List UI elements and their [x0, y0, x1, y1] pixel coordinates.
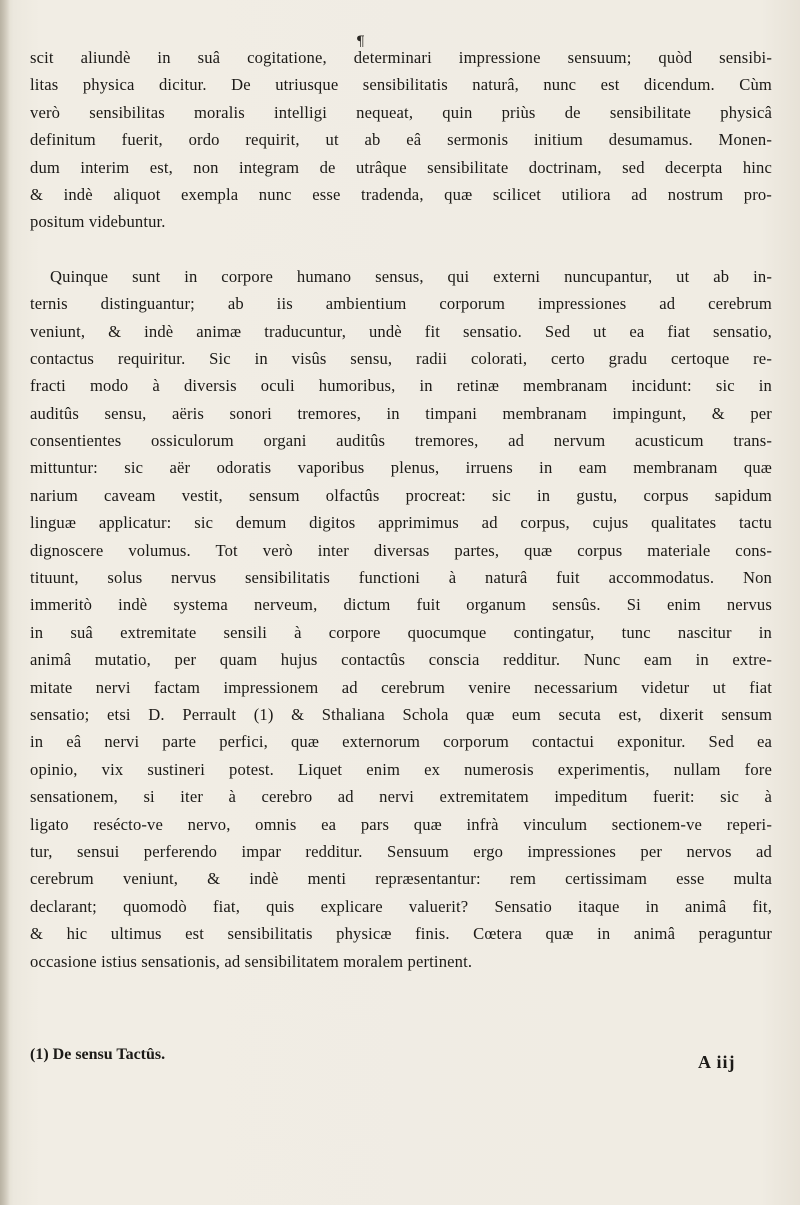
printer-signature-mark: A iij — [698, 1052, 736, 1072]
text-line: immeritò indè systema nerveum, dictum fuit organum sensûs. Si enim nervus — [30, 595, 772, 615]
text-line: sensationem, si iter à cerebro ad nervi extremitatem impeditum fuerit: sic à — [30, 787, 772, 807]
text-line: tituunt, solus nervus sensibilitatis functioni à naturâ fuit accommodatus. Non — [30, 568, 772, 588]
text-line: scit aliundè in suâ cogitatione, determinari impressione sensuum; quòd sensibi- — [30, 48, 772, 67]
text-line: & hic ultimus est sensibilitatis physicæ finis. Cœtera quæ in animâ peraguntur — [30, 924, 772, 944]
body-text — [30, 44, 772, 975]
paragraph-1 — [30, 44, 772, 236]
text-line: in suâ extremitate sensili à corpore quocumque contingatur, tunc nascitur in — [30, 622, 772, 642]
text-line: positum videbuntur. — [30, 212, 166, 232]
text-line: sensatio; etsi D. Perrault (1) & Sthaliana Schola quæ eum secuta est, dixerit sensum — [30, 704, 772, 724]
text-line: & indè aliquot exempla nunc esse tradenda, quæ scilicet utiliora ad nostrum pro- — [30, 184, 772, 204]
text-line: fracti modo à diversis oculi humoribus, in retinæ membranam incidunt: sic in — [30, 376, 772, 396]
text-line: veniunt, & indè animæ traducuntur, undè fit sensatio. Sed ut ea fiat sensatio, — [30, 321, 772, 341]
text-line: cerebrum veniunt, & indè menti repræsentantur: rem certissimam esse multa — [30, 869, 772, 889]
text-line: auditûs sensu, aëris sonori tremores, in timpani membranam impingunt, & per — [30, 403, 772, 423]
text-line: dum interim est, non integram de utrâque sensibilitate doctrinam, sed decerpta hinc — [30, 157, 772, 177]
paragraph-gap — [30, 236, 772, 263]
text-line: ternis distinguantur; ab iis ambientium corporum impressiones ad cerebrum — [30, 294, 772, 314]
text-line: animâ mutatio, per quam hujus contactûs conscia redditur. Nunc eam in extre- — [30, 650, 772, 670]
text-line: tur, sensui perferendo impar redditur. Sensuum ergo impressiones per nervos ad — [30, 841, 772, 861]
text-line: mitate nervi factam impressionem ad cerebrum venire necessarium videtur ut fiat — [30, 677, 772, 697]
text-line: linguæ applicatur: sic demum digitos apprimimus ad corpus, cujus qualitates tactu — [30, 513, 772, 533]
text-line: opinio, vix sustineri potest. Liquet enim ex numerosis experimentis, nullam fore — [30, 759, 772, 779]
text-line: Quinque sunt in corpore humano sensus, qui externi nuncupantur, ut ab in- — [50, 266, 772, 286]
text-line: narium caveam vestit, sensum olfactûs procreat: sic in gustu, corpus sapidum — [30, 485, 772, 505]
text-line: definitum fuerit, ordo requirit, ut ab eâ sermonis initium desumamus. Monen- — [30, 130, 772, 150]
paragraph-2 — [30, 263, 772, 975]
text-line: consentientes ossiculorum organi auditûs tremores, ad nervum acusticum trans- — [30, 431, 772, 451]
text-line: contactus requiritur. Sic in visûs sensu, radii colorati, certo gradu certoque re- — [30, 348, 772, 368]
binding-gutter-shadow — [0, 0, 10, 1205]
text-line: ligato resécto-ve nervo, omnis ea pars quæ infrà vinculum sectionem-ve reperi- — [30, 814, 772, 834]
text-line: litas physica dicitur. De utriusque sensibilitatis naturâ, nunc est dicendum. Cùm — [30, 75, 772, 95]
text-line: in eâ nervi parte perfici, quæ externorum corporum contactui exponitur. Sed ea — [30, 732, 772, 752]
footnote: (1) De sensu Tactûs. — [30, 1046, 166, 1063]
text-line: verò sensibilitas moralis intelligi nequeat, quin priùs de sensibilitate physicâ — [30, 102, 772, 122]
text-line: mittuntur: sic aër odoratis vaporibus plenus, irruens in eam membranam quæ — [30, 458, 772, 478]
text-line: declarant; quomodò fiat, quis explicare valuerit? Sensatio itaque in animâ fit, — [30, 896, 772, 916]
text-line: dignoscere volumus. Tot verò inter diversas partes, quæ corpus materiale cons- — [30, 540, 772, 560]
page-top-mark: ¶ — [356, 34, 365, 50]
text-line: occasione istius sensationis, ad sensibilitatem moralem pertinent. — [30, 951, 473, 971]
